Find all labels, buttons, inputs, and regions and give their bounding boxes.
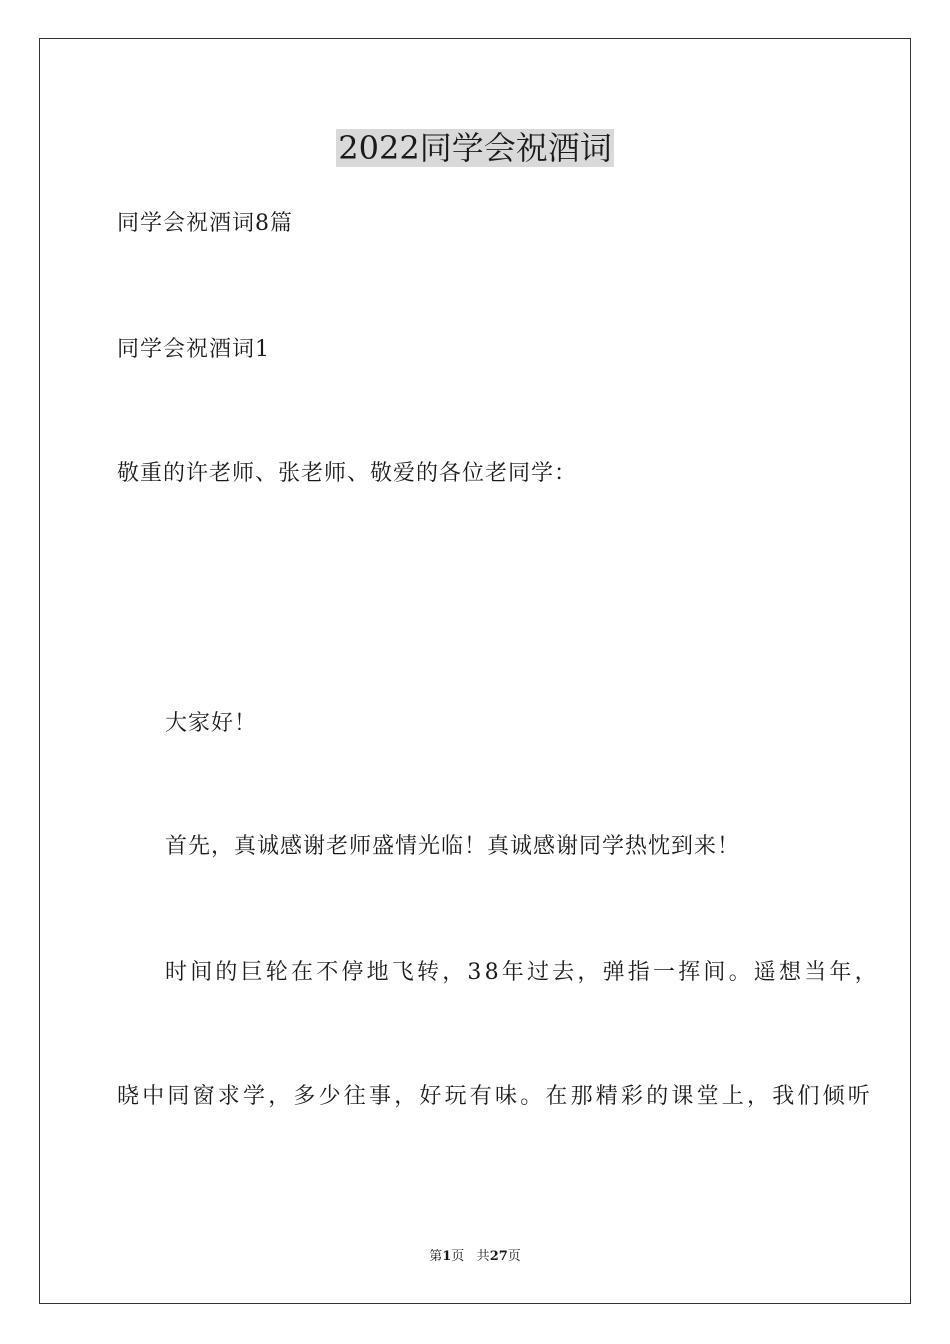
title-text: 2022同学会祝酒词 — [338, 129, 612, 167]
paragraph-line: 首先，真诚感谢老师盛情光临！真诚感谢同学热忱到来！ — [165, 834, 741, 859]
footer-page-number: 1 — [442, 1249, 452, 1264]
footer-total-prefix: 共 — [476, 1249, 490, 1264]
section-heading: 同学会祝酒词1 — [117, 337, 270, 362]
footer-total-suffix: 页 — [507, 1249, 521, 1264]
footer-page-suffix: 页 — [451, 1249, 465, 1264]
salutation: 敬重的许老师、张老师、敬爱的各位老同学： — [117, 461, 578, 486]
paragraph-line: 时间的巨轮在不停地飞转，38年过去，弹指一挥间。遥想当年， — [165, 960, 880, 985]
footer-page-prefix: 第 — [429, 1249, 443, 1264]
page-footer — [0, 1248, 950, 1266]
paragraph-line: 晓中同窗求学，多少往事，好玩有味。在那精彩的课堂上，我们倾听 — [117, 1084, 874, 1109]
footer-total-pages: 27 — [489, 1249, 508, 1264]
document-title — [0, 126, 950, 170]
greeting: 大家好！ — [165, 711, 258, 736]
subtitle-line: 同学会祝酒词8篇 — [117, 211, 293, 236]
